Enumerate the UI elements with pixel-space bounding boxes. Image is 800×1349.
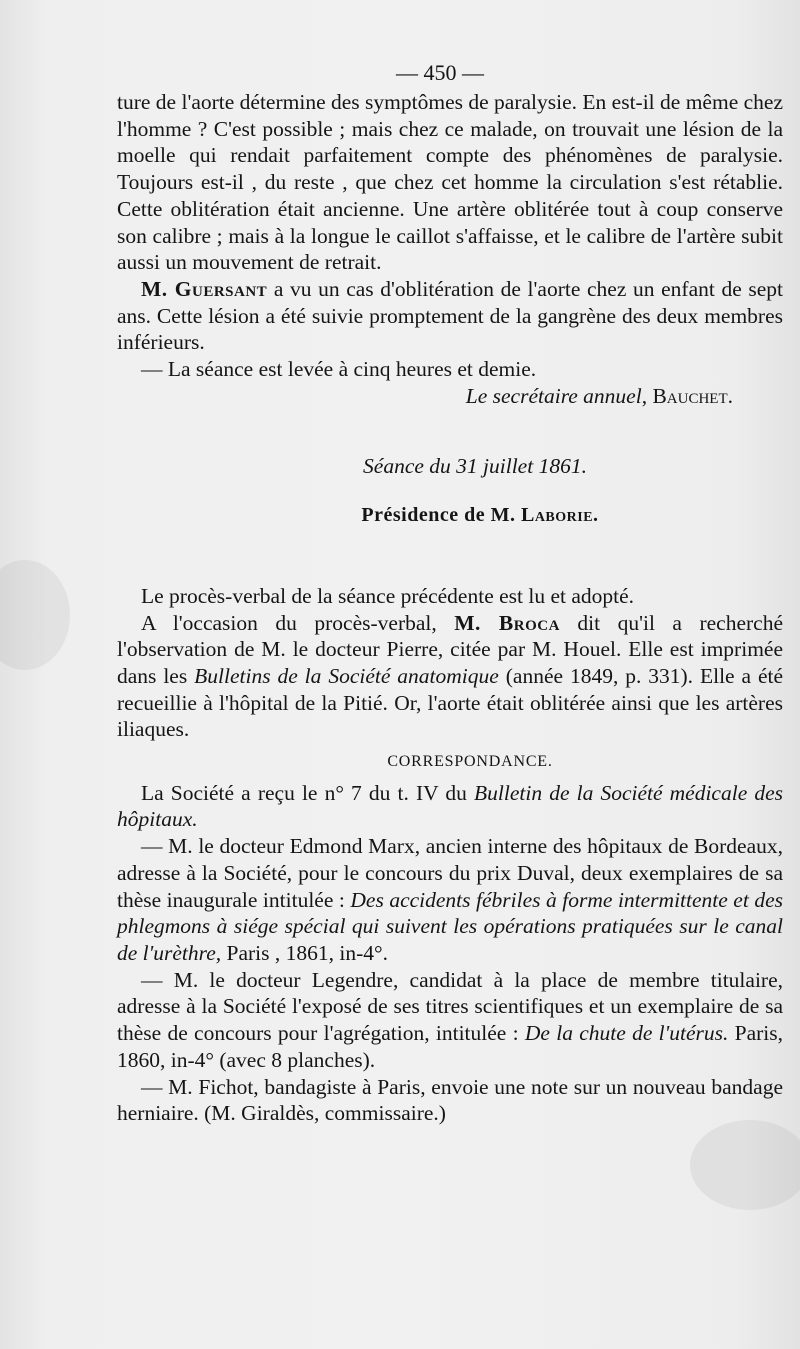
section-heading: CORRESPONDANCE. bbox=[387, 753, 553, 771]
paragraph: ture de l'aorte détermine des symptômes de paralysie. En est-il de même chez l'homme ? C'est possible ; mais chez ce malade, on trouvait une lésion de la moelle qui rendait parfaitement compte des phénomènes de paralysie. Toujours est-il , du reste , que chez cet homme la circulation s'est rétablie. Cette oblitération était ancienne. Une artère oblitérée tout à coup conserve son calibre ; mais à la longue le caillot s'affaisse, et le calibre de l'artère subit aussi un mouvement de retrait. bbox=[117, 90, 783, 275]
publication-title: Bulletins de la Société anatomique bbox=[194, 663, 499, 688]
presidency-label: Présidence de bbox=[361, 504, 491, 527]
paragraph-text: a vu un cas d'oblitération de l'aorte chez un enfant de sept ans. Cette lésion a été suivie promptement de la gangrène des deux membres inférieurs. bbox=[117, 276, 783, 355]
ink-blot bbox=[690, 1120, 800, 1210]
paragraph-text: Paris, 1860, in-4° (avec 8 planches). bbox=[117, 1021, 784, 1072]
paragraph: — M. Fichot, bandagiste à Paris, envoie une note sur un nouveau bandage herniaire. (M. Giraldès, commissaire.) bbox=[117, 1074, 783, 1126]
publication-title: Bulletin de la Société médicale des hôpitaux. bbox=[117, 780, 784, 832]
speaker-name: M. Guersant bbox=[141, 276, 268, 301]
paragraph-text: La Société a reçu le n° 7 du t. IV du bbox=[141, 780, 475, 805]
paragraph-text: (année 1849, p. 331). Elle a été recueillie à l'hôpital de la Pitié. Or, l'aorte était oblitérée ainsi que les artères iliaques. bbox=[117, 663, 784, 742]
thesis-title: De la chute de l'utérus. bbox=[524, 1021, 729, 1046]
thesis-title: Des accidents fébriles à forme intermittente et des phlegmons à siége spécial qui suivent les opérations pratiquées sur le canal de l'urèthre, bbox=[117, 887, 783, 965]
paragraph: Le procès-verbal de la séance précédente est lu et adopté. bbox=[141, 583, 635, 608]
president-name: M. Laborie. bbox=[490, 504, 599, 527]
signature-separator: , bbox=[641, 383, 653, 408]
signature-name: Bauchet. bbox=[652, 383, 733, 408]
paragraph-text: — M. le docteur Legendre, candidat à la place de membre titulaire, adresse à la Société l'exposé de ses titres scientifiques et un exemplaire de sa thèse de concours pour l'agrégation, intitulée : bbox=[117, 967, 783, 1046]
speaker-name: M. Broca bbox=[454, 610, 560, 635]
signature-line bbox=[117, 383, 783, 410]
paragraph bbox=[117, 780, 783, 833]
paragraph-text: Paris , 1861, in-4°. bbox=[221, 940, 388, 965]
paragraph-text: — M. le docteur Edmond Marx, ancien interne des hôpitaux de Bordeaux, adresse à la Société, pour le concours du prix Duval, deux exemplaires de sa thèse inaugurale intitulée : bbox=[117, 834, 783, 912]
body-text bbox=[117, 89, 783, 1127]
page-number: — 450 — bbox=[396, 60, 484, 85]
presidency-heading bbox=[117, 502, 783, 529]
signature-label: Le secrétaire annuel bbox=[465, 383, 642, 408]
paragraph bbox=[117, 833, 783, 967]
paragraph bbox=[117, 967, 783, 1074]
paragraph-text: dit qu'il a recherché l'observation de M. le docteur Pierre, citée par M. Houel. Elle est imprimée dans les bbox=[117, 610, 783, 688]
paragraph-text: A l'occasion du procès-verbal, bbox=[141, 610, 455, 635]
session-heading: Séance du 31 juillet 1861. bbox=[363, 454, 587, 479]
paragraph: — La séance est levée à cinq heures et demie. bbox=[141, 357, 537, 382]
ink-blot bbox=[0, 560, 70, 670]
paragraph bbox=[117, 276, 783, 356]
paragraph bbox=[117, 610, 783, 744]
